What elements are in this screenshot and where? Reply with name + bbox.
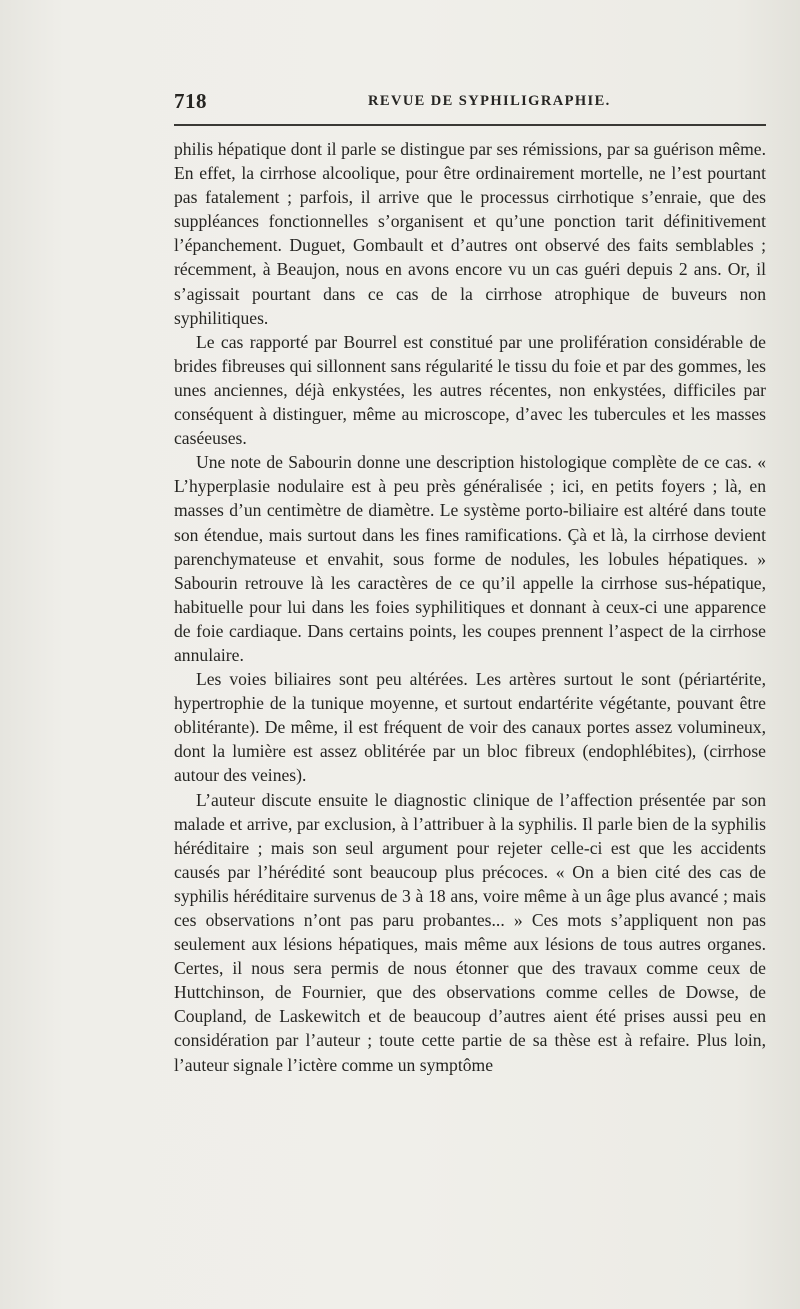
paragraph-sabourin-note: Une note de Sabourin donne une description histologique complète de ce cas. « L’hyperplasie nodulaire est à peu près généralisée ; ici, en petits foyers ; là, en masses d’un centimètre de diamètre. Le système porto-biliaire est altéré dans toute son étendue, mais surtout dans les fines ramifications. Çà et là, la cirrhose devient parenchymateuse et envahit, sous forme de nodules, les lobules hépatiques. » Sabourin retrouve là les caractères de ce qu’il appelle la cirrhose sus-hépatique, habituelle pour lui dans les foies syphilitiques et donnant à ceux-ci une apparence de foie cardiaque. Dans certains points, les coupes prennent l’aspect de la cirrhose annulaire.	[174, 452, 766, 665]
running-title: REVUE DE SYPHILIGRAPHIE.	[368, 93, 611, 109]
paragraph-biliary-vessels: Les voies biliaires sont peu altérées. Les artères surtout le sont (périartérite, hypertrophie de la tunique moyenne, et surtout endartérite végétante, pouvant être oblitérante). De même, il est fréquent de voir des canaux portes assez volumineux, dont la lumière est assez oblitérée par un bloc fibreux (endophlébites), (cirrhose autour des veines).	[174, 669, 766, 786]
paragraph-bourrel-case: Le cas rapporté par Bourrel est constitué par une prolifération considérable de brides fibreuses qui sillonnent sans régularité le tissu du foie et par des gommes, les unes anciennes, déjà enkystées, les autres récentes, non enkystées, difficiles par conséquent à distinguer, même au microscope, d’avec les tubercules et les masses caséeuses.	[174, 331, 766, 449]
page-header	[174, 89, 766, 113]
article-body	[174, 137, 766, 1077]
paragraph-diagnosis: L’auteur discute ensuite le diagnostic clinique de l’affection présentée par son malade et arrive, par exclusion, à l’attribuer à la syphilis. Il parle bien de la syphilis héréditaire ; mais son seul argument pour rejeter celle-ci est que les accidents causés par l’hérédité sont beaucoup plus précoces. « On a bien cité des cas de syphilis héréditaire survenus de 3 à 18 ans, voire même à un âge plus avancé ; mais ces observations n’ont pas paru probantes... » Ces mots s’appliquent non pas seulement aux lésions hépatiques, mais même aux lésions de tous autres organes. Certes, il nous sera permis de nous étonner que des travaux comme ceux de Huttchinson, de Fournier, que des observations comme celles de Dowse, de Coupland, de Laskewitch et de beaucoup d’autres aient été prises aussi peu en considération par l’auteur ; toute cette partie de sa thèse est à refaire. Plus loin, l’auteur signale l’ictère comme un symptôme	[174, 789, 766, 1075]
page-number: 718	[174, 89, 207, 113]
paragraph-continuation: philis hépatique dont il parle se distingue par ses rémissions, par sa guérison même. En effet, la cirrhose alcoolique, pour être ordinairement mortelle, ne l’est pourtant pas fatalement ; parfois, il arrive que le processus cirrhotique s’enraie, que des suppléances fonctionnelles s’organisent et qu’une ponction tarit définitivement l’épanchement. Duguet, Gombault et d’autres ont observé des faits semblables ; récemment, à Beaujon, nous en avons encore vu un cas guéri depuis 2 ans. Or, il s’agissait pourtant dans ce cas de la cirrhose atrophique de buveurs non syphilitiques.	[174, 139, 766, 328]
header-rule	[174, 124, 766, 126]
